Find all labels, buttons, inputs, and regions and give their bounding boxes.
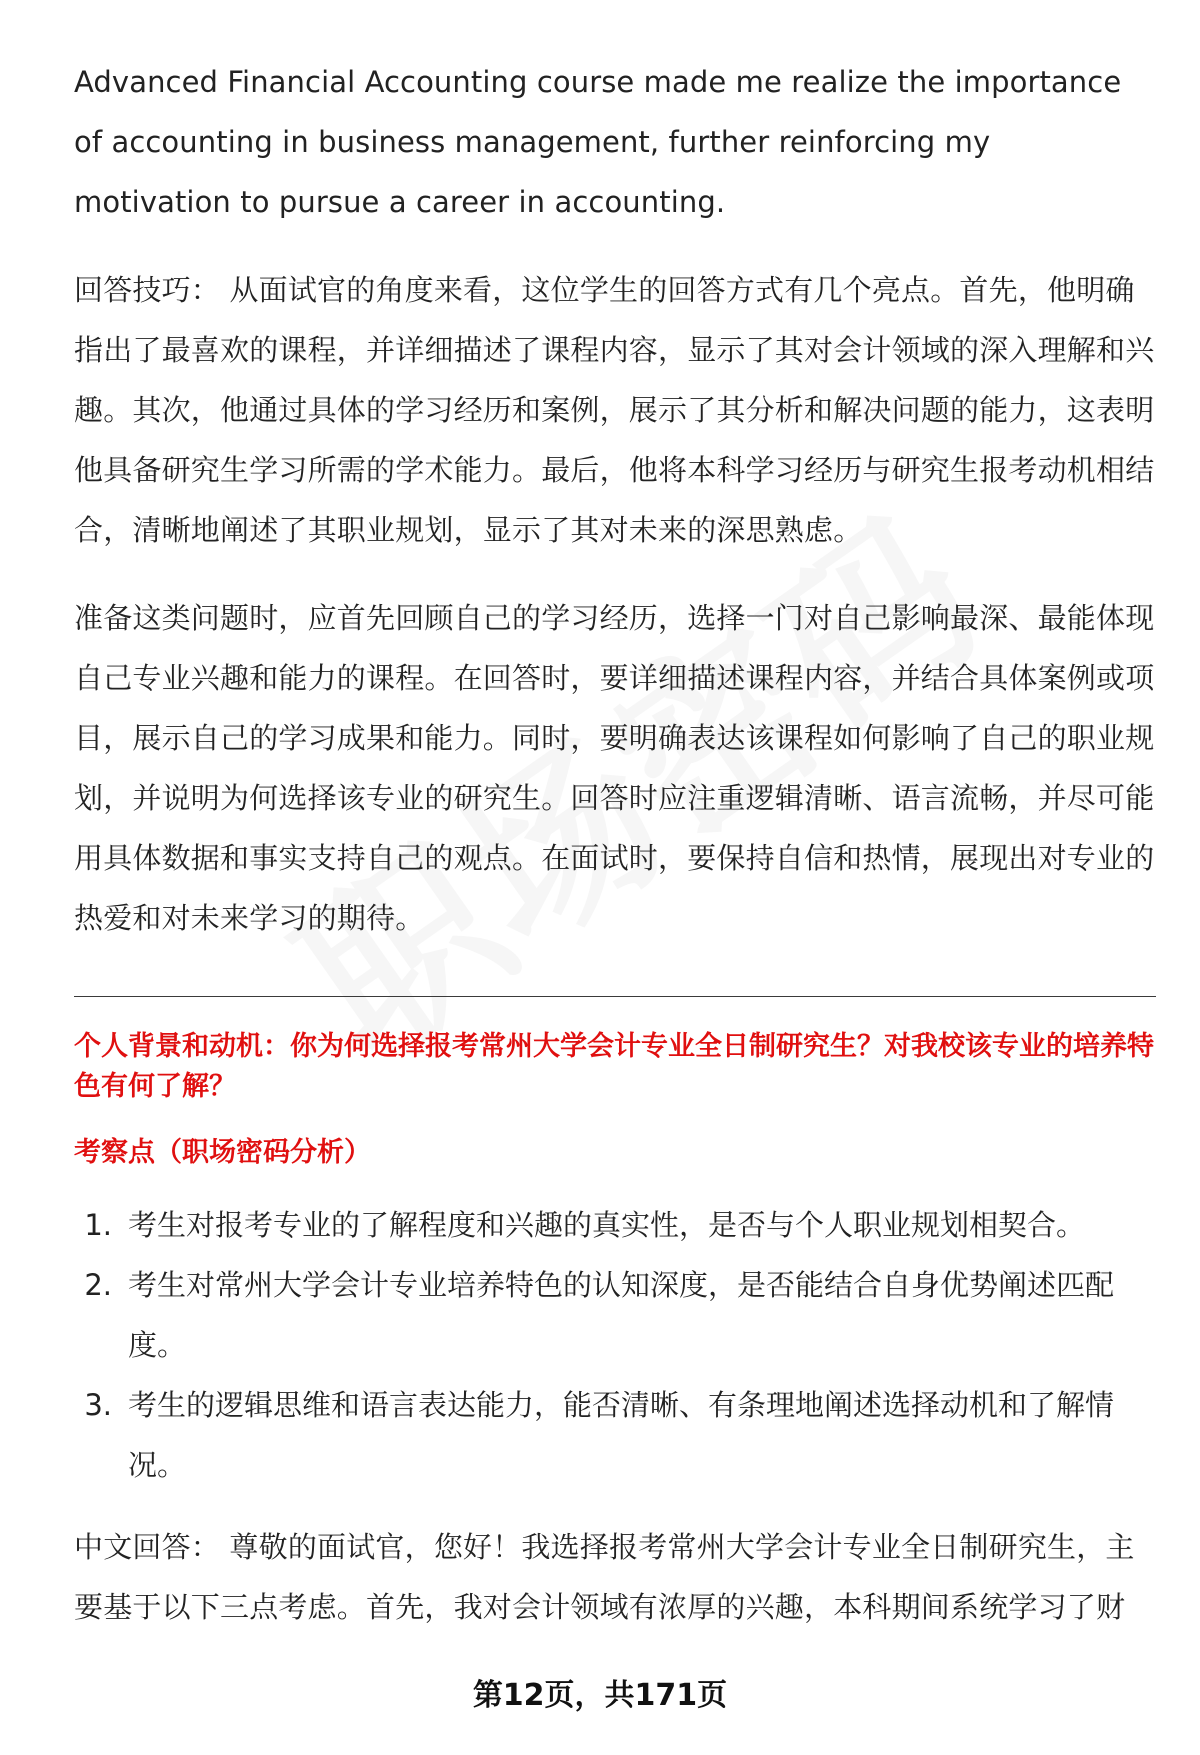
list-item — [74, 1195, 1156, 1255]
list-item-number: 2. — [84, 1268, 112, 1302]
list-item — [74, 1375, 1156, 1495]
list-item-text: 考生对常州大学会计专业培养特色的认知深度，是否能结合自身优势阐述匹配度。 — [128, 1268, 1115, 1362]
page-number-footer: 第12页，共171页 — [472, 1678, 728, 1713]
english-intro-paragraph: Advanced Financial Accounting course made me realize the importance of accounting in business management, further reinforcing my motivation to pursue a career in accounting. — [74, 65, 1122, 219]
assessment-points-heading: 考察点（职场密码分析） — [74, 1137, 371, 1168]
list-item-number: 3. — [84, 1388, 112, 1422]
chinese-answer-paragraph: 中文回答： 尊敬的面试官，您好！我选择报考常州大学会计专业全日制研究生，主要基于以下三点考虑。首先，我对会计领域有浓厚的兴趣，本科期间系统学习了财 — [74, 1530, 1135, 1624]
list-item-text: 考生对报考专业的了解程度和兴趣的真实性，是否与个人职业规划相契合。 — [128, 1208, 1086, 1242]
answer-tips-paragraph: 回答技巧： 从面试官的角度来看，这位学生的回答方式有几个亮点。首先，他明确指出了最喜欢的课程，并详细描述了课程内容，显示了其对会计领域的深入理解和兴趣。其次，他通过具体的学习经历和案例，展示了其分析和解决问题的能力，这表明他具备研究生学习所需的学术能力。最后，他将本科学习经历与研究生报考动机相结合，清晰地阐述了其职业规划，显示了其对未来的深思熟虑。 — [74, 273, 1155, 547]
document-body — [74, 52, 1156, 1637]
list-item-number: 1. — [84, 1208, 112, 1242]
assessment-points-list — [74, 1195, 1156, 1495]
preparation-paragraph: 准备这类问题时，应首先回顾自己的学习经历，选择一门对自己影响最深、最能体现自己专业兴趣和能力的课程。在回答时，要详细描述课程内容，并结合具体案例或项目，展示自己的学习成果和能力。同时，要明确表达该课程如何影响了自己的职业规划，并说明为何选择该专业的研究生。回答时应注重逻辑清晰、语言流畅，并尽可能用具体数据和事实支持自己的观点。在面试时，要保持自信和热情，展现出对专业的热爱和对未来学习的期待。 — [74, 601, 1155, 935]
list-item-text: 考生的逻辑思维和语言表达能力，能否清晰、有条理地阐述选择动机和了解情况。 — [128, 1388, 1115, 1482]
section-divider — [74, 996, 1156, 997]
question-heading: 个人背景和动机：你为何选择报考常州大学会计专业全日制研究生？对我校该专业的培养特色有何了解？ — [74, 1031, 1154, 1102]
list-item — [74, 1255, 1156, 1375]
